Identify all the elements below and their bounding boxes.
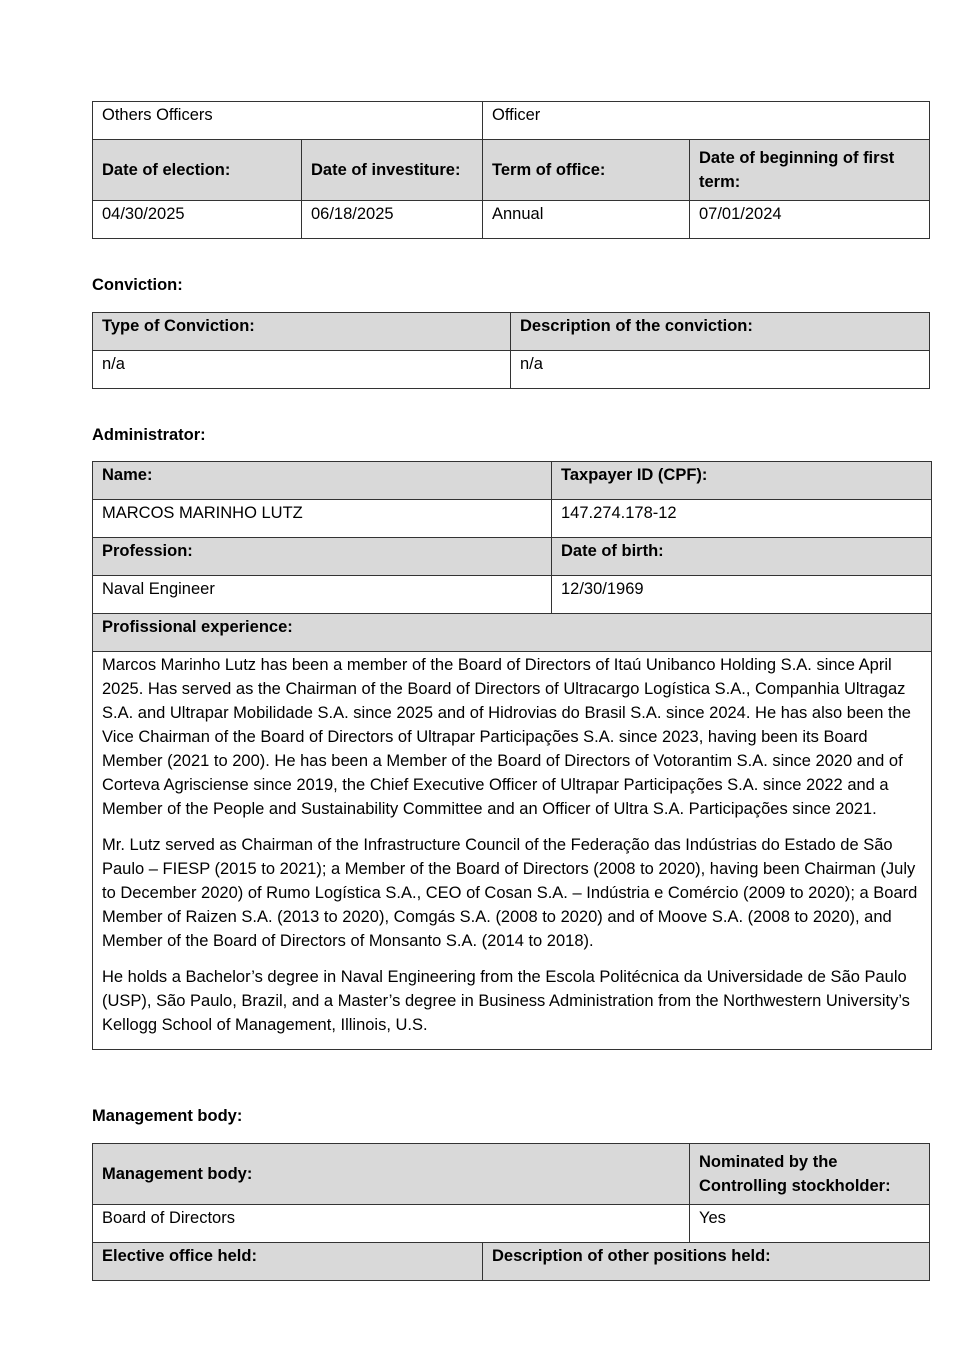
officer-table [92,101,930,239]
management-body-value: Board of Directors [93,1205,690,1243]
experience-text [93,652,932,1050]
management-table [92,1143,930,1281]
birth-date: 12/30/1969 [552,576,932,614]
conviction-type-header: Type of Conviction: [93,313,511,351]
experience-paragraph: Marcos Marinho Lutz has been a member of the Board of Directors of Itaú Unibanco Holding S.A. since April 2025. Has served as the Chairman of the Board of Directors of Ultracargo Logística S.A., Companhia Ultragaz S.A. and Ultrapar Mobilidade S.A. since 2025 and of Hidrovias do Brasil S.A. since 2024. He has also been the Vice Chairman of the Board of Directors of Ultrapar Participações S.A. since 2023, having been its Board Member (2021 to 200). He has been a Member of the Board of Directors of Votorantim S.A. since 2020 and of Corteva Agrisciense since 2019, the Chief Executive Officer of Ultrapar Participações S.A. since 2022 and a Member of the People and Sustainability Committee and an Officer of Ultra S.A. Participações since 2021. [102,656,911,818]
administrator-label: Administrator: [92,426,206,444]
experience-paragraph: Mr. Lutz served as Chairman of the Infrastructure Council of the Federação das Indústrias do Estado de São Paulo – FIESP (2015 to 2021); a Member of the Board of Directors (2008 to 2020), having been Chairman (July to December 2020) of Rumo Logística S.A., CEO of Cosan S.A. – Indústria e Comércio (2009 to 2020); a Board Member of Raizen S.A. (2013 to 2020), Comgás S.A. (2008 to 2020) and of Moove S.A. (2008 to 2020), and Member of the Board of Directors of Monsanto S.A. (2014 to 2018). [102,836,918,950]
profession-value: Naval Engineer [93,576,552,614]
term-header: Term of office: [483,140,690,201]
management-label: Management body: [92,1107,243,1125]
conviction-desc: n/a [511,351,930,389]
investiture-date-header: Date of investiture: [302,140,483,201]
position-cell: Officer [483,102,930,140]
election-date-header: Date of election: [93,140,302,201]
administrator-name: MARCOS MARINHO LUTZ [93,500,552,538]
other-positions-header: Description of other positions held: [483,1243,930,1281]
administrator-cpf: 147.274.178-12 [552,500,932,538]
experience-paragraph: He holds a Bachelor’s degree in Naval Engineering from the Escola Politécnica da Universidade de São Paulo (USP), São Paulo, Brazil, and a Master’s degree in Business Administration from the Northwestern University’s Kellogg School of Management, Illinois, U.S. [102,968,910,1034]
elective-office-header: Elective office held: [93,1243,483,1281]
birth-header: Date of birth: [552,538,932,576]
position-type-cell: Others Officers [93,102,483,140]
election-date: 04/30/2025 [93,201,302,239]
name-header: Name: [93,462,552,500]
conviction-desc-header: Description of the conviction: [511,313,930,351]
cpf-header: Taxpayer ID (CPF): [552,462,932,500]
management-body-header: Management body: [93,1144,690,1205]
nominated-header: Nominated by the Controlling stockholder: [690,1144,930,1205]
first-term-date: 07/01/2024 [690,201,930,239]
administrator-table [92,461,932,1050]
profession-header: Profession: [93,538,552,576]
investiture-date: 06/18/2025 [302,201,483,239]
term-value: Annual [483,201,690,239]
experience-header: Profissional experience: [93,614,932,652]
first-term-header: Date of beginning of first term: [690,140,930,201]
nominated-value: Yes [690,1205,930,1243]
conviction-table [92,312,930,389]
conviction-type: n/a [93,351,511,389]
conviction-label: Conviction: [92,276,183,294]
